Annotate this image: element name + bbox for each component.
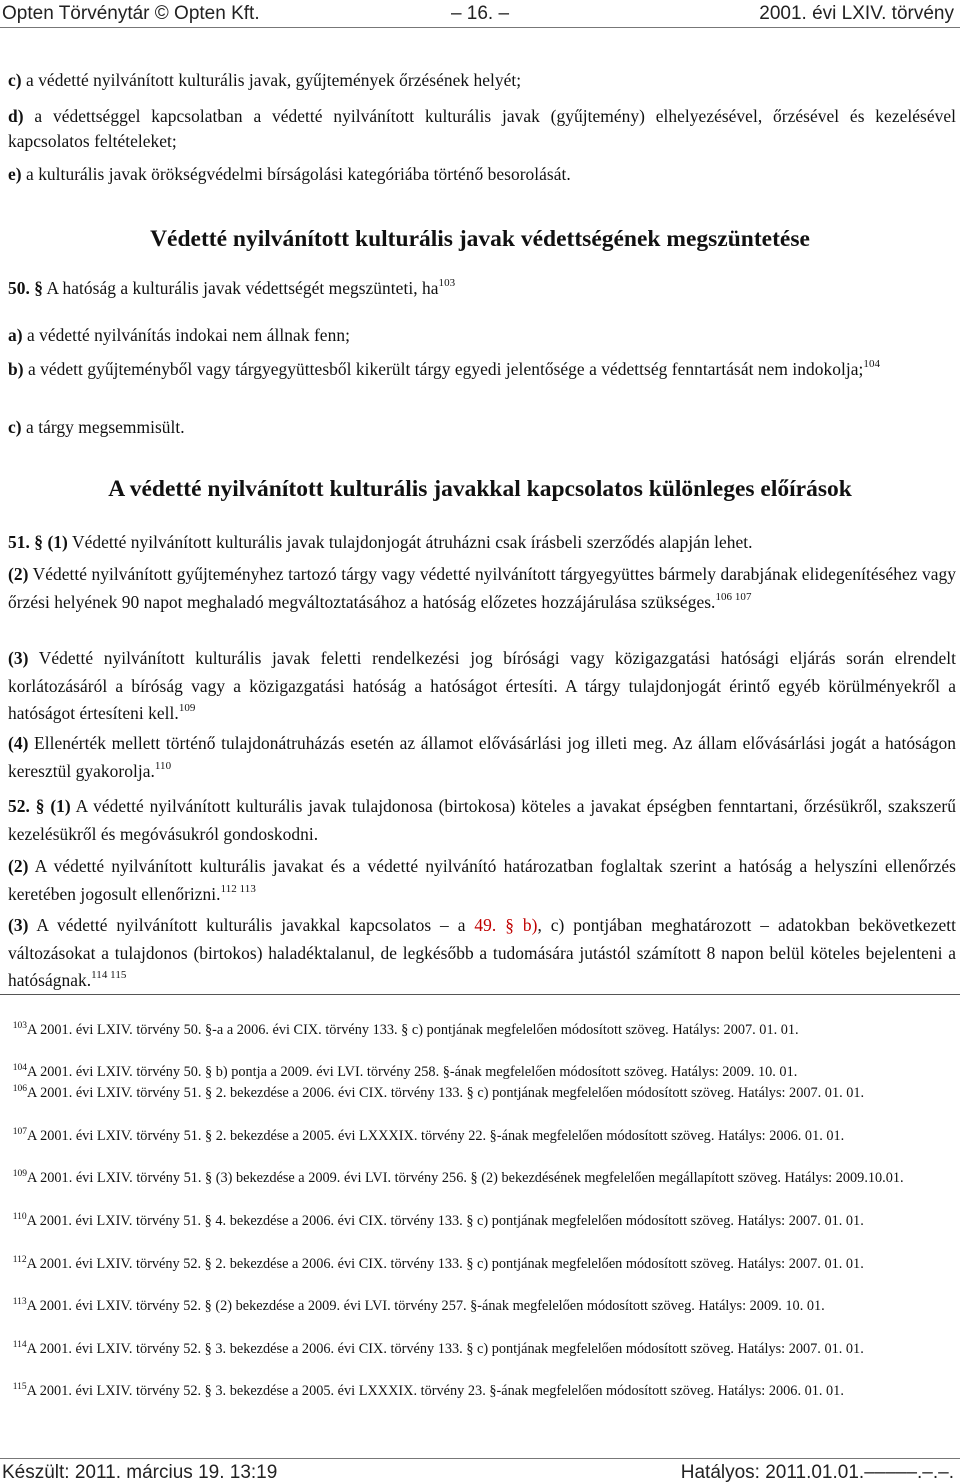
- paragraph-text: A védetté nyilvánított kulturális javakkal kapcsolatos – a: [28, 915, 475, 935]
- item-label: c): [8, 417, 22, 437]
- header-publisher: Opten Törvénytár © Opten Kft.: [2, 3, 260, 24]
- section-number: 50. §: [8, 278, 44, 298]
- item-e: [8, 161, 956, 187]
- subsection-label: (1): [47, 532, 68, 552]
- footnote-item: [2, 1339, 956, 1360]
- paragraph-51-4: [8, 730, 956, 785]
- footnote-number: 103: [12, 1021, 27, 1032]
- item-label: c): [8, 70, 22, 90]
- paragraph-50: [8, 275, 956, 301]
- paragraph-52-2: [8, 853, 956, 908]
- footnote-ref[interactable]: 114 115: [91, 969, 127, 982]
- footnote-number: 112: [12, 1255, 27, 1266]
- item-text: a védettséggel kapcsolatban a védetté nyilvánított kulturális javak (gyűjtemény) elhelyezésével, őrzésével és kezelésével kapcsolatos feltételeket;: [8, 106, 956, 151]
- item-label: b): [8, 359, 24, 379]
- footnote-ref[interactable]: 106 107: [715, 590, 752, 603]
- subsection-label: (2): [8, 856, 29, 876]
- subsection-label: (1): [50, 796, 71, 816]
- footnote-item: [2, 1126, 956, 1147]
- footnote-item: [2, 1020, 956, 1041]
- header-law-title: 2001. évi LXIV. törvény: [759, 3, 954, 24]
- footnote-text: A 2001. évi LXIV. törvény 52. § 3. bekezdése a 2005. évi LXXXIX. törvény 23. §-ának megfelelően módosított szöveg. Hatálys: 2006. 01. 01.: [26, 1383, 844, 1399]
- footnote-text: A 2001. évi LXIV. törvény 51. § 2. bekezdése a 2005. évi LXXXIX. törvény 22. §-ának megfelelően módosított szöveg. Hatálys: 2006. 01. 01.: [26, 1128, 845, 1144]
- paragraph-text: , c) pontjában meghatározott – adatokban bekövetkezett változásokat a tulajdonos (birtokos) haladéktalanul, de legkésőbb a tudomására jutástól számított 8 napon belül köteles bejelenteni a hatóságnak.: [8, 915, 956, 990]
- paragraph-text: A hatóság a kulturális javak védettségét megszünteti, ha: [43, 278, 439, 298]
- footer-effective: Hatályos: 2011.01.01.–––––.–.–.: [680, 1462, 954, 1483]
- item-b: [8, 356, 956, 383]
- paragraph-text: A védetté nyilvánított kulturális javak tulajdonosa (birtokosa) köteles a javakat épségben fenntartani, őrzésükről, szakszerű kezelésükről és megóvásukról gondoskodni.: [8, 796, 957, 844]
- footnote-ref[interactable]: 103: [438, 277, 456, 290]
- footnote-text: A 2001. évi LXIV. törvény 51. § (3) bekezdése a 2009. évi LVI. törvény 256. § (2) bekezdésének megfelelően megállapított szöveg. Hatálys: 2009.10.01.: [26, 1170, 904, 1186]
- header-divider: [0, 27, 960, 28]
- footnote-number: 114: [12, 1340, 27, 1351]
- section-number: 52. §: [8, 796, 45, 816]
- page-header: [0, 0, 960, 24]
- subsection-label: (2): [8, 564, 29, 584]
- paragraph-52-3: [8, 912, 956, 995]
- footnote-ref[interactable]: 109: [178, 702, 196, 715]
- subsection-label: (4): [8, 733, 29, 753]
- subsection-label: (3): [8, 915, 29, 935]
- footnote-text: A 2001. évi LXIV. törvény 50. § b) pontja a 2009. évi LVI. törvény 258. §-ának megfelelően módosított szöveg. Hatálys: 2009. 10. 01.: [26, 1064, 798, 1080]
- footer-divider: [0, 1458, 960, 1459]
- footnote-ref[interactable]: 110: [154, 759, 172, 772]
- footnote-item: [2, 1211, 956, 1232]
- paragraph-text: Védetté nyilvánított kulturális javak feletti rendelkezési jog bírósági vagy közigazgatási hatósági eljárás során elrendelt korlátozásáról a bíróság vagy a közigazgatási hatóság a hatóságot értesíti. A tárgy tulajdonjogát érintő egyéb körülményekről a hatóságot értesíteni kell.: [8, 648, 956, 723]
- item-c: [8, 67, 956, 93]
- item-label: e): [8, 164, 22, 184]
- item-text: a védetté nyilvánított kulturális javak, gyűjtemények őrzésének helyét;: [21, 70, 522, 90]
- item-text: a védetté nyilvánítás indokai nem állnak fenn;: [22, 325, 350, 345]
- cross-reference-link[interactable]: 49.: [474, 915, 497, 935]
- item-c-2: [8, 414, 956, 440]
- paragraph-51-3: [8, 645, 956, 728]
- footnote-text: A 2001. évi LXIV. törvény 52. § 2. bekezdése a 2006. évi CIX. törvény 133. § c) pontjának megfelelően módosított szöveg. Hatálys: 2007. 01. 01.: [26, 1256, 864, 1272]
- item-text: a kulturális javak örökségvédelmi bírságolási kategóriába történő besorolását.: [21, 164, 571, 184]
- footer-created: Készült: 2011. március 19. 13:19: [2, 1462, 278, 1483]
- footnote-number: 113: [12, 1297, 27, 1308]
- paragraph-51-2: [8, 561, 956, 616]
- paragraph-text: Védetté nyilvánított kulturális javak tulajdonjogát átruházni csak írásbeli szerződés alapján lehet.: [67, 532, 753, 552]
- footnote-item: [2, 1083, 956, 1104]
- footnote-number: 109: [12, 1169, 27, 1180]
- footnote-item: [2, 1381, 956, 1402]
- header-page-number: – 16. –: [450, 3, 510, 24]
- footnote-item: [2, 1254, 956, 1275]
- item-d: [8, 104, 956, 154]
- footnote-text: A 2001. évi LXIV. törvény 51. § 4. bekezdése a 2006. évi CIX. törvény 133. § c) pontjának megfelelően módosított szöveg. Hatálys: 2007. 01. 01.: [26, 1213, 864, 1229]
- footnote-number: 106: [12, 1084, 27, 1095]
- footnote-item: [2, 1062, 956, 1083]
- item-label: d): [8, 106, 24, 126]
- paragraph-text: Ellenérték mellett történő tulajdonátruházás esetén az államot elővásárlási jog illeti meg. Az állam elővásárlási jogát a hatóságon keresztül gyakorolja.: [8, 733, 956, 781]
- footnote-number: 110: [12, 1212, 27, 1223]
- footnote-ref[interactable]: 112 113: [220, 882, 256, 895]
- section-heading-2: A védetté nyilvánított kulturális javakkal kapcsolatos különleges előírások: [108, 476, 852, 502]
- footnote-number: 107: [12, 1127, 27, 1138]
- item-text: a tárgy megsemmisült.: [21, 417, 185, 437]
- footnote-divider: [0, 994, 960, 995]
- item-text: a védett gyűjteményből vagy tárgyegyüttesből kikerült tárgy egyedi jelentősége a védettség fenntartását nem indokolja;: [23, 359, 864, 379]
- footnote-text: A 2001. évi LXIV. törvény 50. §-a a 2006. évi CIX. törvény 133. § c) pontjának megfelelően módosított szöveg. Hatálys: 2007. 01. 01.: [26, 1022, 799, 1038]
- footnote-text: A 2001. évi LXIV. törvény 52. § 3. bekezdése a 2006. évi CIX. törvény 133. § c) pontjának megfelelően módosított szöveg. Hatálys: 2007. 01. 01.: [26, 1341, 864, 1357]
- item-a: [8, 322, 956, 348]
- cross-reference-link[interactable]: § b): [505, 915, 538, 935]
- section-heading: Védetté nyilvánított kulturális javak védettségének megszüntetése: [150, 226, 810, 252]
- footnote-text: A 2001. évi LXIV. törvény 51. § 2. bekezdése a 2006. évi CIX. törvény 133. § c) pontjának megfelelően módosított szöveg. Hatálys: 2007. 01. 01.: [26, 1085, 865, 1101]
- paragraph-52-1: [8, 793, 956, 848]
- footnote-text: A 2001. évi LXIV. törvény 52. § (2) bekezdése a 2009. évi LVI. törvény 257. §-ának megfelelően módosított szöveg. Hatálys: 2009. 10. 01.: [26, 1298, 825, 1314]
- paragraph-51-1: [8, 529, 956, 555]
- item-label: a): [8, 325, 23, 345]
- footnote-item: [2, 1168, 956, 1189]
- paragraph-text: A védetté nyilvánított kulturális javakat és a védetté nyilvánító határozatban foglaltak szerint a hatóság a helyszíni ellenőrzés keretében jogosult ellenőrizni.: [8, 856, 956, 904]
- paragraph-text: Védetté nyilvánított gyűjteményhez tartozó tárgy vagy védetté nyilvánított tárgyegyüttes bármely darabjának elidegenítéséhez vagy őrzési helyének 90 napot meghaladó megváltoztatásához a hatóság előzetes hozzájárulása szükséges.: [8, 564, 956, 612]
- footnote-ref[interactable]: 104: [863, 358, 881, 371]
- footnote-number: 104: [12, 1063, 27, 1074]
- footnote-number: 115: [12, 1382, 27, 1393]
- footnote-item: [2, 1296, 956, 1317]
- section-number: 51. §: [8, 532, 44, 552]
- subsection-label: (3): [8, 648, 29, 668]
